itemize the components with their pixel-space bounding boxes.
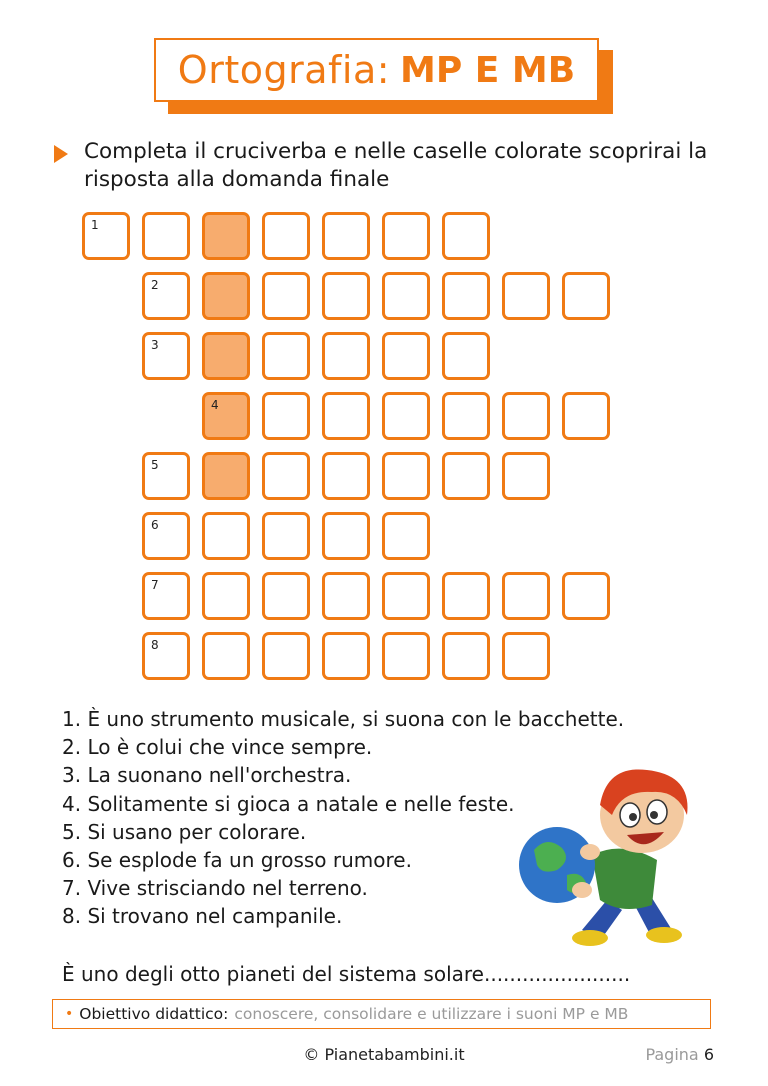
crossword-cell[interactable]	[262, 452, 310, 500]
clue-number: 3	[151, 338, 159, 352]
crossword-cell[interactable]	[502, 632, 550, 680]
crossword-cell[interactable]	[142, 272, 190, 320]
crossword-cell[interactable]	[442, 332, 490, 380]
crossword-cell[interactable]	[382, 392, 430, 440]
crossword-cell[interactable]	[442, 452, 490, 500]
clue-6: 6. Se esplode fa un grosso rumore.	[62, 848, 412, 873]
play-triangle-icon	[54, 145, 68, 163]
crossword-cell[interactable]	[562, 272, 610, 320]
crossword-cell[interactable]	[142, 512, 190, 560]
crossword-cell[interactable]	[202, 272, 250, 320]
crossword-cell[interactable]	[202, 452, 250, 500]
clue-3: 3. La suonano nell'orchestra.	[62, 763, 352, 788]
crossword-cell[interactable]	[202, 512, 250, 560]
crossword-cell[interactable]	[562, 392, 610, 440]
clue-number: 4	[211, 398, 219, 412]
page-title	[154, 38, 599, 102]
crossword-cell[interactable]	[322, 392, 370, 440]
crossword-cell[interactable]	[562, 572, 610, 620]
crossword-cell[interactable]	[262, 572, 310, 620]
crossword-cell[interactable]	[202, 332, 250, 380]
crossword-cell[interactable]	[202, 572, 250, 620]
crossword-cell[interactable]	[142, 452, 190, 500]
crossword-cell[interactable]	[382, 572, 430, 620]
crossword-cell[interactable]	[202, 392, 250, 440]
crossword-cell[interactable]	[322, 632, 370, 680]
clue-number: 1	[91, 218, 99, 232]
crossword-cell[interactable]	[502, 272, 550, 320]
objective-box	[52, 999, 711, 1029]
crossword-cell[interactable]	[382, 632, 430, 680]
crossword-cell[interactable]	[262, 332, 310, 380]
clue-number: 8	[151, 638, 159, 652]
crossword-cell[interactable]	[262, 512, 310, 560]
crossword-cell[interactable]	[322, 452, 370, 500]
crossword-cell[interactable]	[262, 212, 310, 260]
crossword-cell[interactable]	[442, 392, 490, 440]
bullet-icon: •	[65, 1006, 74, 1022]
clue-8: 8. Si trovano nel campanile.	[62, 904, 343, 929]
crossword-cell[interactable]	[142, 212, 190, 260]
page-indicator	[645, 1045, 714, 1064]
clue-5: 5. Si usano per colorare.	[62, 819, 307, 844]
clue-4: 4. Solitamente si gioca a natale e nelle feste.	[62, 791, 515, 816]
objective-label: Obiettivo didattico:	[79, 1005, 229, 1023]
crossword-cell[interactable]	[502, 392, 550, 440]
crossword-cell[interactable]	[142, 332, 190, 380]
page-number: 6	[703, 1045, 714, 1064]
crossword-cell[interactable]	[322, 572, 370, 620]
title-main: Ortografia:	[177, 48, 391, 92]
crossword-cell[interactable]	[202, 212, 250, 260]
crossword-cell[interactable]	[82, 212, 130, 260]
crossword-cell[interactable]	[382, 512, 430, 560]
final-question: È uno degli otto pianeti del sistema solare.......................	[62, 962, 631, 986]
clue-number: 2	[151, 278, 159, 292]
kid-with-globe-illustration	[512, 760, 712, 950]
crossword-cell[interactable]	[442, 272, 490, 320]
clue-7: 7. Vive strisciando nel terreno.	[62, 876, 368, 901]
crossword-cell[interactable]	[442, 212, 490, 260]
crossword-cell[interactable]	[262, 392, 310, 440]
clue-number: 5	[151, 458, 159, 472]
crossword-cell[interactable]	[442, 632, 490, 680]
crossword-cell[interactable]	[202, 632, 250, 680]
crossword-cell[interactable]	[262, 272, 310, 320]
objective-text: conoscere, consolidare e utilizzare i suoni MP e MB	[234, 1005, 629, 1023]
clue-number: 7	[151, 578, 159, 592]
crossword-cell[interactable]	[322, 512, 370, 560]
clue-1: 1. È uno strumento musicale, si suona con le bacchette.	[62, 707, 625, 731]
crossword-cell[interactable]	[382, 272, 430, 320]
page-label: Pagina	[645, 1045, 699, 1064]
crossword-cell[interactable]	[502, 452, 550, 500]
crossword-cell[interactable]	[382, 452, 430, 500]
crossword-cell[interactable]	[322, 212, 370, 260]
footer-copyright: © Pianetabambini.it	[303, 1045, 465, 1064]
crossword-cell[interactable]	[322, 272, 370, 320]
title-highlight: MP E MB	[400, 49, 576, 91]
crossword-cell[interactable]	[142, 632, 190, 680]
crossword-cell[interactable]	[322, 332, 370, 380]
crossword-cell[interactable]	[502, 572, 550, 620]
crossword-cell[interactable]	[382, 212, 430, 260]
crossword-cell[interactable]	[262, 632, 310, 680]
crossword-cell[interactable]	[442, 572, 490, 620]
crossword-cell[interactable]	[142, 572, 190, 620]
clue-2: 2. Lo è colui che vince sempre.	[62, 735, 373, 760]
clue-number: 6	[151, 518, 159, 532]
crossword-cell[interactable]	[382, 332, 430, 380]
instruction-text: Completa il cruciverba e nelle caselle colorate scoprirai la risposta alla domanda finale	[84, 139, 708, 192]
